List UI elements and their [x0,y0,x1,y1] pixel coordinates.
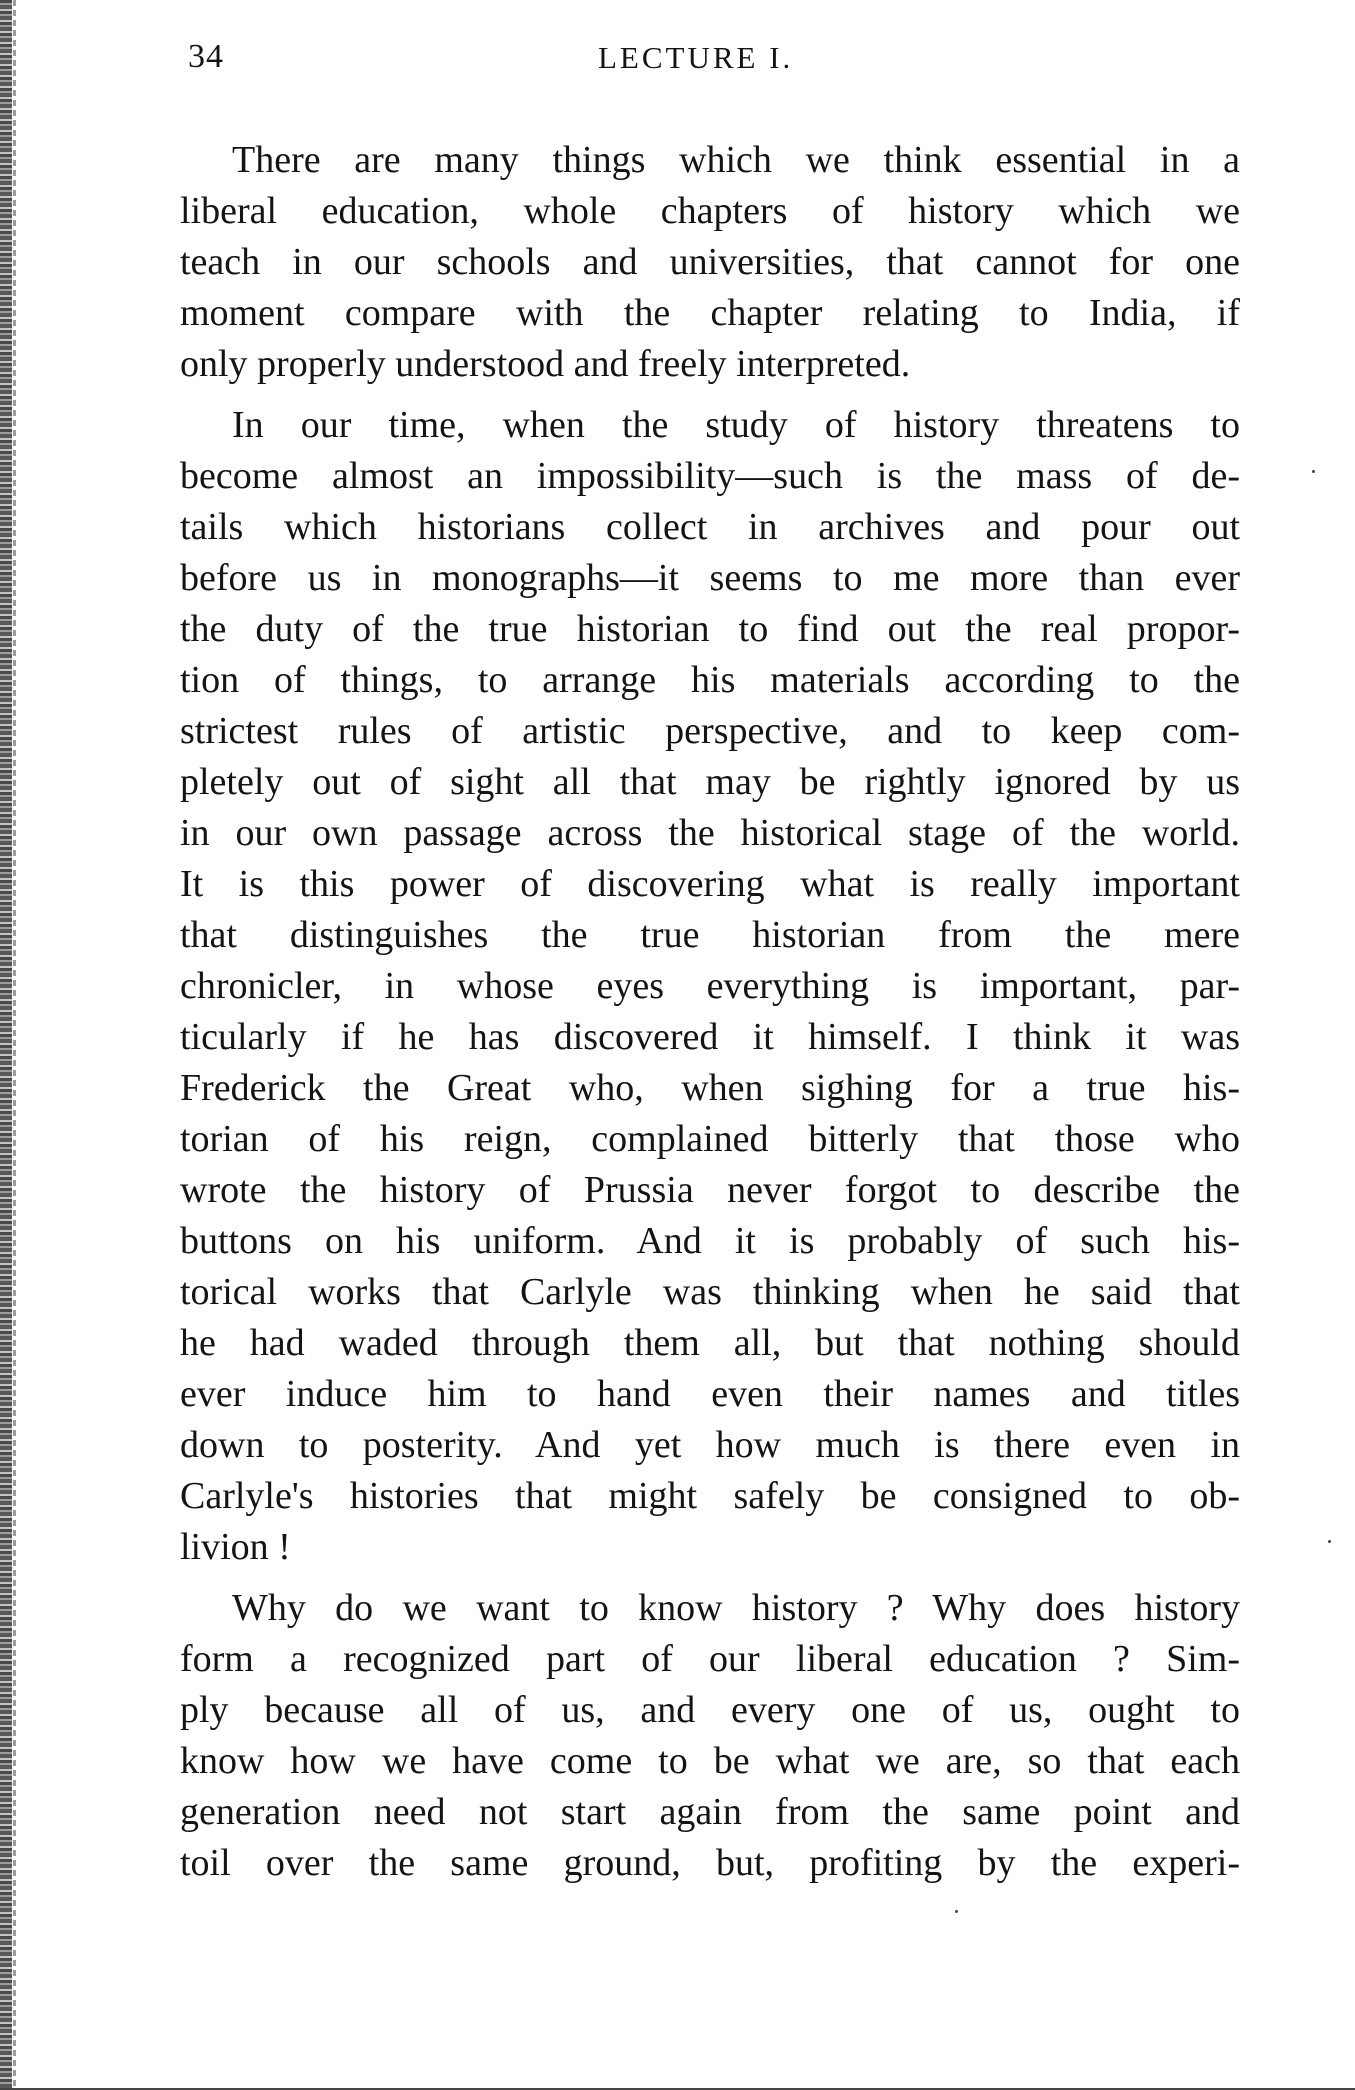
paragraph-2 [180,400,1240,1573]
text-line: strictest rules of artistic perspective, and to keep com- [180,710,1240,752]
binding-edge-shadow [13,0,16,2090]
ink-speck [1328,1540,1331,1543]
text-line: moment compare with the chapter relating to India, if [180,292,1240,334]
text-line: livion ! [180,1526,291,1568]
paragraph-1 [180,135,1240,390]
text-line: ticularly if he has discovered it himself. I think it was [180,1016,1240,1058]
text-line: down to posterity. And yet how much is there even in [180,1424,1240,1466]
body-text [180,135,1240,1899]
text-line: the duty of the true historian to find out the real propor- [180,608,1240,650]
text-line: buttons on his uniform. And it is probably of such his- [180,1220,1240,1262]
text-line: In our time, when the study of history threatens to [232,404,1240,446]
text-line: torian of his reign, complained bitterly that those who [180,1118,1240,1160]
text-line: become almost an impossibility—such is the mass of de- [180,455,1240,497]
text-line: form a recognized part of our liberal education ? Sim- [180,1638,1240,1680]
text-line: chronicler, in whose eyes everything is important, par- [180,965,1240,1007]
text-line: liberal education, whole chapters of history which we [180,190,1240,232]
running-head: LECTURE I. [598,40,794,75]
text-line: he had waded through them all, but that nothing should [180,1322,1240,1364]
text-line: that distinguishes the true historian from the mere [180,914,1240,956]
text-line: generation need not start again from the same point and [180,1791,1240,1833]
text-line: tion of things, to arrange his materials according to the [180,659,1240,701]
text-line: in our own passage across the historical stage of the world. [180,812,1240,854]
text-line: There are many things which we think essential in a [232,139,1240,181]
text-line: only properly understood and freely interpreted. [180,343,911,385]
text-line: It is this power of discovering what is really important [180,863,1240,905]
text-line: before us in monographs—it seems to me more than ever [180,557,1240,599]
binding-edge [0,0,12,2090]
page-header [188,38,1243,88]
ink-speck [1312,470,1315,473]
text-line: Carlyle's histories that might safely be consigned to ob- [180,1475,1240,1517]
text-line: teach in our schools and universities, that cannot for one [180,241,1240,283]
text-line: torical works that Carlyle was thinking when he said that [180,1271,1240,1313]
paragraph-3 [180,1583,1240,1889]
page-number: 34 [188,38,224,75]
text-line: know how we have come to be what we are, so that each [180,1740,1240,1782]
text-line: ever induce him to hand even their names and titles [180,1373,1240,1415]
text-line: Why do we want to know history ? Why does history [232,1587,1240,1629]
text-line: tails which historians collect in archives and pour out [180,506,1240,548]
text-line: Frederick the Great who, when sighing for a true his- [180,1067,1240,1109]
text-line: wrote the history of Prussia never forgot to describe the [180,1169,1240,1211]
text-line: pletely out of sight all that may be rightly ignored by us [180,761,1240,803]
ink-speck [955,1910,958,1913]
text-line: ply because all of us, and every one of us, ought to [180,1689,1240,1731]
text-line: toil over the same ground, but, profiting by the experi- [180,1842,1240,1884]
